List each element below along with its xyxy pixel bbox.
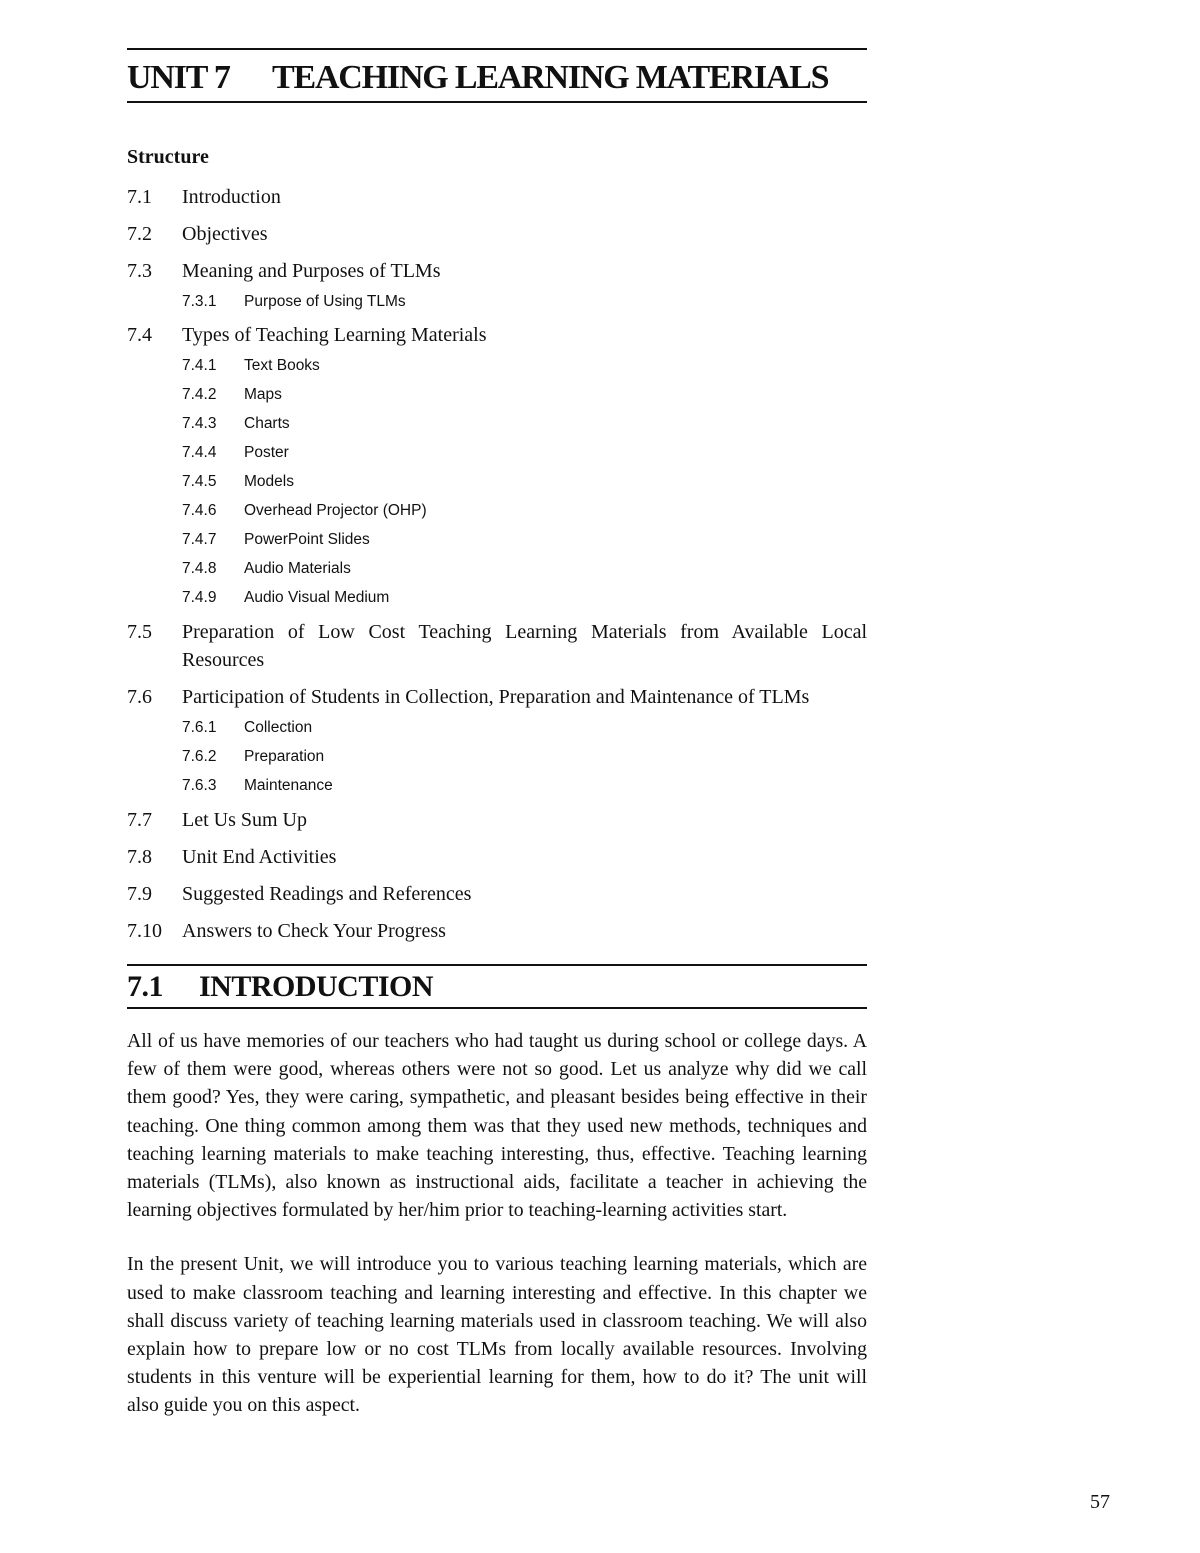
table-of-contents bbox=[127, 183, 867, 945]
unit-name: TEACHING LEARNING MATERIALS bbox=[272, 59, 829, 96]
toc-number: 7.5 bbox=[127, 621, 152, 643]
toc-title: Purpose of Using TLMs bbox=[244, 293, 406, 310]
toc-item bbox=[127, 321, 867, 349]
toc-subitem bbox=[127, 554, 867, 583]
toc-number: 7.8 bbox=[127, 846, 152, 868]
top-rule bbox=[127, 48, 867, 50]
toc-number: 7.4.2 bbox=[182, 386, 217, 403]
unit-number: UNIT 7 bbox=[127, 59, 230, 96]
section-number: 7.1 bbox=[127, 970, 163, 1003]
page-number: 57 bbox=[1090, 1491, 1110, 1513]
toc-number: 7.6.2 bbox=[182, 748, 217, 765]
toc-number: 7.6.3 bbox=[182, 777, 217, 794]
section-top-rule bbox=[127, 964, 867, 966]
unit-title-rule bbox=[127, 101, 867, 103]
toc-number: 7.4.1 bbox=[182, 357, 217, 374]
toc-item bbox=[127, 257, 867, 285]
toc-title: Let Us Sum Up bbox=[182, 809, 307, 831]
toc-title: Models bbox=[244, 473, 294, 490]
toc-number: 7.4.3 bbox=[182, 415, 217, 432]
toc-subitem bbox=[127, 583, 867, 612]
section-name: INTRODUCTION bbox=[199, 970, 434, 1003]
toc-number: 7.6 bbox=[127, 686, 152, 708]
toc-number: 7.7 bbox=[127, 809, 152, 831]
toc-title: Overhead Projector (OHP) bbox=[244, 502, 427, 519]
toc-title: Maps bbox=[244, 386, 282, 403]
section-title bbox=[127, 967, 867, 1007]
toc-subitem bbox=[127, 525, 867, 554]
toc-title: Objectives bbox=[182, 223, 268, 245]
toc-title: PowerPoint Slides bbox=[244, 531, 370, 548]
toc-title: Introduction bbox=[182, 186, 281, 208]
toc-title: Audio Materials bbox=[244, 560, 351, 577]
structure-heading: Structure bbox=[127, 146, 209, 168]
section-bottom-rule bbox=[127, 1007, 867, 1009]
unit-title bbox=[127, 55, 867, 101]
toc-title: Unit End Activities bbox=[182, 846, 337, 868]
toc-number: 7.3.1 bbox=[182, 293, 217, 310]
toc-item bbox=[127, 183, 867, 211]
toc-subitem bbox=[127, 287, 867, 316]
toc-number: 7.4.5 bbox=[182, 473, 217, 490]
toc-subitem bbox=[127, 467, 867, 496]
toc-subitem bbox=[127, 409, 867, 438]
toc-subitem bbox=[127, 496, 867, 525]
toc-title: Collection bbox=[244, 719, 313, 736]
toc-title: Preparation bbox=[244, 748, 325, 765]
toc-number: 7.9 bbox=[127, 883, 152, 905]
toc-title: Text Books bbox=[244, 357, 320, 374]
toc-number: 7.4 bbox=[127, 324, 152, 346]
toc-title: Poster bbox=[244, 444, 289, 461]
toc-number: 7.2 bbox=[127, 223, 152, 245]
toc-item bbox=[127, 806, 867, 834]
toc-number: 7.4.9 bbox=[182, 589, 217, 606]
toc-number: 7.4.6 bbox=[182, 502, 217, 519]
toc-number: 7.10 bbox=[127, 920, 162, 942]
toc-item bbox=[127, 220, 867, 248]
toc-number: 7.4.7 bbox=[182, 531, 217, 548]
toc-title: Charts bbox=[244, 415, 290, 432]
toc-title: Types of Teaching Learning Materials bbox=[182, 324, 487, 346]
page-content bbox=[127, 0, 867, 1420]
toc-subitem bbox=[127, 713, 867, 742]
toc-item bbox=[127, 683, 867, 711]
toc-title: Meaning and Purposes of TLMs bbox=[182, 260, 441, 282]
toc-number: 7.3 bbox=[127, 260, 152, 282]
toc-item bbox=[127, 843, 867, 871]
toc-subitem bbox=[127, 351, 867, 380]
toc-title: Participation of Students in Collection, Preparation and Maintenance of TLMs bbox=[182, 686, 810, 708]
toc-title: Audio Visual Medium bbox=[244, 589, 390, 606]
intro-paragraph: All of us have memories of our teachers who had taught us during school or college days. A few of them were good, whereas others were not so good. Let us analyze why did we call them good? Yes, they were caring, sympathetic, and pleasant besides being effective in their teaching. One thing common among them was that they used new methods, techniques and teaching learning materials to make teaching interesting, thus, effective. Teaching learning materials (TLMs), also known as instructional aids, facilitate a teacher in achieving the learning objectives formulated by her/him prior to teaching-learning activities start. bbox=[127, 1030, 867, 1222]
toc-title: Answers to Check Your Progress bbox=[182, 920, 446, 942]
toc-item bbox=[127, 880, 867, 908]
toc-number: 7.1 bbox=[127, 186, 152, 208]
toc-item bbox=[127, 917, 867, 945]
toc-item bbox=[127, 618, 867, 674]
toc-number: 7.6.1 bbox=[182, 719, 217, 736]
toc-title: Maintenance bbox=[244, 777, 333, 794]
intro-paragraph: In the present Unit, we will introduce you to various teaching learning materials, which are used to make classroom teaching and learning interesting and effective. In this chapter we shall discuss variety of teaching learning materials used in classroom teaching. We will also explain how to prepare low or no cost TLMs from locally available resources. Involving students in this venture will be experiential learning for them, how to do it? The unit will also guide you on this aspect. bbox=[127, 1253, 867, 1417]
toc-subitem bbox=[127, 438, 867, 467]
toc-subitem bbox=[127, 380, 867, 409]
toc-title: Suggested Readings and References bbox=[182, 883, 472, 905]
toc-subitem bbox=[127, 771, 867, 800]
toc-number: 7.4.4 bbox=[182, 444, 217, 461]
toc-subitem bbox=[127, 742, 867, 771]
toc-number: 7.4.8 bbox=[182, 560, 217, 577]
toc-title: Preparation of Low Cost Teaching Learning Materials from Available Local Resources bbox=[182, 621, 867, 671]
